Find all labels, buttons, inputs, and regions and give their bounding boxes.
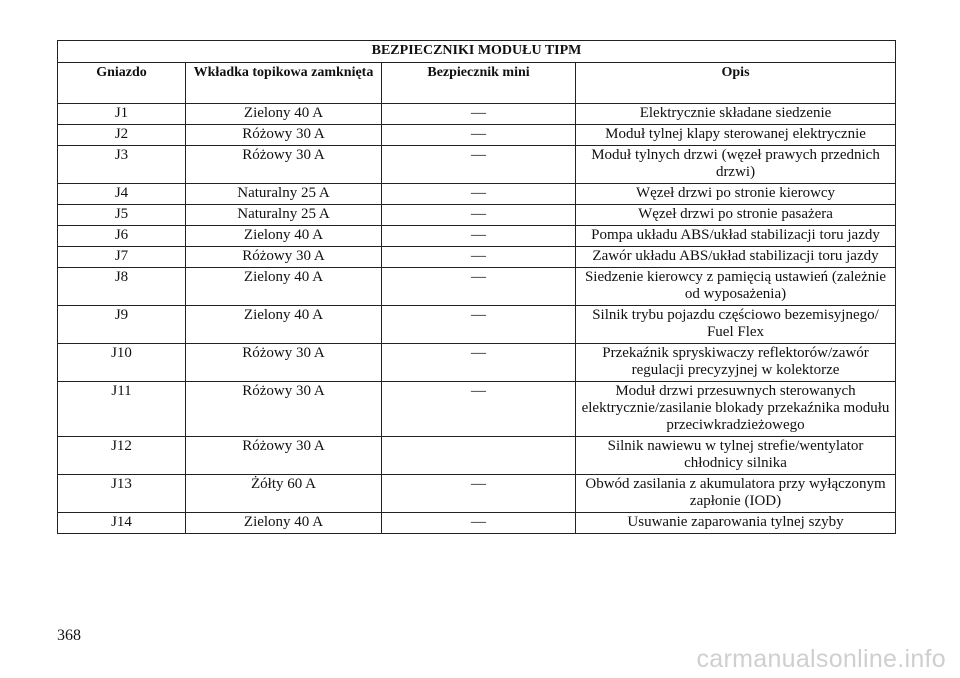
cell-socket: J2 — [58, 125, 186, 146]
cell-socket: J9 — [58, 306, 186, 344]
table-row — [58, 104, 896, 125]
cell-cartridge-fuse: Żółty 60 A — [186, 475, 382, 513]
fuse-table — [57, 40, 896, 534]
cell-description: Usuwanie zaparowania tylnej szyby — [576, 513, 896, 534]
cell-cartridge-fuse: Zielony 40 A — [186, 513, 382, 534]
table-row — [58, 382, 896, 437]
table-row — [58, 226, 896, 247]
cell-cartridge-fuse: Zielony 40 A — [186, 268, 382, 306]
table-header-row — [58, 63, 896, 104]
cell-mini-fuse: — — [382, 226, 576, 247]
cell-socket: J12 — [58, 437, 186, 475]
cell-socket: J6 — [58, 226, 186, 247]
header-description: Opis — [576, 63, 896, 104]
cell-mini-fuse: — — [382, 268, 576, 306]
cell-socket: J14 — [58, 513, 186, 534]
table-row — [58, 437, 896, 475]
table-row — [58, 205, 896, 226]
cell-cartridge-fuse: Zielony 40 A — [186, 306, 382, 344]
cell-description: Siedzenie kierowcy z pamięcią ustawień (zależnie od wyposażenia) — [576, 268, 896, 306]
header-socket: Gniazdo — [58, 63, 186, 104]
header-cartridge-fuse: Wkładka topikowa zamknięta — [186, 63, 382, 104]
cell-socket: J5 — [58, 205, 186, 226]
cell-mini-fuse: — — [382, 205, 576, 226]
cell-description: Pompa układu ABS/układ stabilizacji toru jazdy — [576, 226, 896, 247]
table-row — [58, 306, 896, 344]
cell-cartridge-fuse: Naturalny 25 A — [186, 205, 382, 226]
cell-description: Przekaźnik spryskiwaczy reflektorów/zawór regulacji precyzyjnej w kolektorze — [576, 344, 896, 382]
watermark: carmanualsonline.info — [696, 645, 946, 673]
table-title: BEZPIECZNIKI MODUŁU TIPM — [58, 41, 896, 63]
cell-mini-fuse: — — [382, 247, 576, 268]
cell-cartridge-fuse: Różowy 30 A — [186, 146, 382, 184]
table-row — [58, 184, 896, 205]
header-mini-fuse: Bezpiecznik mini — [382, 63, 576, 104]
cell-cartridge-fuse: Różowy 30 A — [186, 344, 382, 382]
cell-mini-fuse: — — [382, 382, 576, 437]
cell-socket: J8 — [58, 268, 186, 306]
cell-socket: J7 — [58, 247, 186, 268]
table-row — [58, 344, 896, 382]
cell-cartridge-fuse: Zielony 40 A — [186, 104, 382, 125]
cell-description: Silnik trybu pojazdu częściowo bezemisyjnego/ Fuel Flex — [576, 306, 896, 344]
cell-cartridge-fuse: Różowy 30 A — [186, 437, 382, 475]
cell-description: Węzeł drzwi po stronie pasażera — [576, 205, 896, 226]
cell-description: Moduł tylnej klapy sterowanej elektrycznie — [576, 125, 896, 146]
cell-mini-fuse: — — [382, 513, 576, 534]
cell-description: Moduł tylnych drzwi (węzeł prawych przednich drzwi) — [576, 146, 896, 184]
table-row — [58, 513, 896, 534]
cell-socket: J13 — [58, 475, 186, 513]
cell-mini-fuse: — — [382, 475, 576, 513]
cell-mini-fuse: — — [382, 125, 576, 146]
table-title-row — [58, 41, 896, 63]
cell-socket: J1 — [58, 104, 186, 125]
cell-mini-fuse: — — [382, 306, 576, 344]
cell-cartridge-fuse: Różowy 30 A — [186, 382, 382, 437]
cell-mini-fuse: — — [382, 184, 576, 205]
table-row — [58, 125, 896, 146]
cell-mini-fuse: — — [382, 344, 576, 382]
cell-mini-fuse: — — [382, 104, 576, 125]
table-row — [58, 475, 896, 513]
page-number: 368 — [57, 627, 81, 644]
cell-description: Elektrycznie składane siedzenie — [576, 104, 896, 125]
cell-cartridge-fuse: Różowy 30 A — [186, 125, 382, 146]
cell-cartridge-fuse: Zielony 40 A — [186, 226, 382, 247]
cell-mini-fuse: — — [382, 146, 576, 184]
cell-socket: J11 — [58, 382, 186, 437]
cell-description: Silnik nawiewu w tylnej strefie/wentylator chłodnicy silnika — [576, 437, 896, 475]
table-row — [58, 247, 896, 268]
cell-description: Węzeł drzwi po stronie kierowcy — [576, 184, 896, 205]
cell-socket: J3 — [58, 146, 186, 184]
cell-cartridge-fuse: Naturalny 25 A — [186, 184, 382, 205]
cell-description: Zawór układu ABS/układ stabilizacji toru jazdy — [576, 247, 896, 268]
cell-mini-fuse — [382, 437, 576, 475]
cell-cartridge-fuse: Różowy 30 A — [186, 247, 382, 268]
cell-socket: J4 — [58, 184, 186, 205]
cell-socket: J10 — [58, 344, 186, 382]
table-row — [58, 146, 896, 184]
cell-description: Obwód zasilania z akumulatora przy wyłączonym zapłonie (IOD) — [576, 475, 896, 513]
cell-description: Moduł drzwi przesuwnych sterowanych elektrycznie/zasilanie blokady przekaźnika modułu przeciwkradzieżowego — [576, 382, 896, 437]
table-row — [58, 268, 896, 306]
table-body — [58, 104, 896, 534]
